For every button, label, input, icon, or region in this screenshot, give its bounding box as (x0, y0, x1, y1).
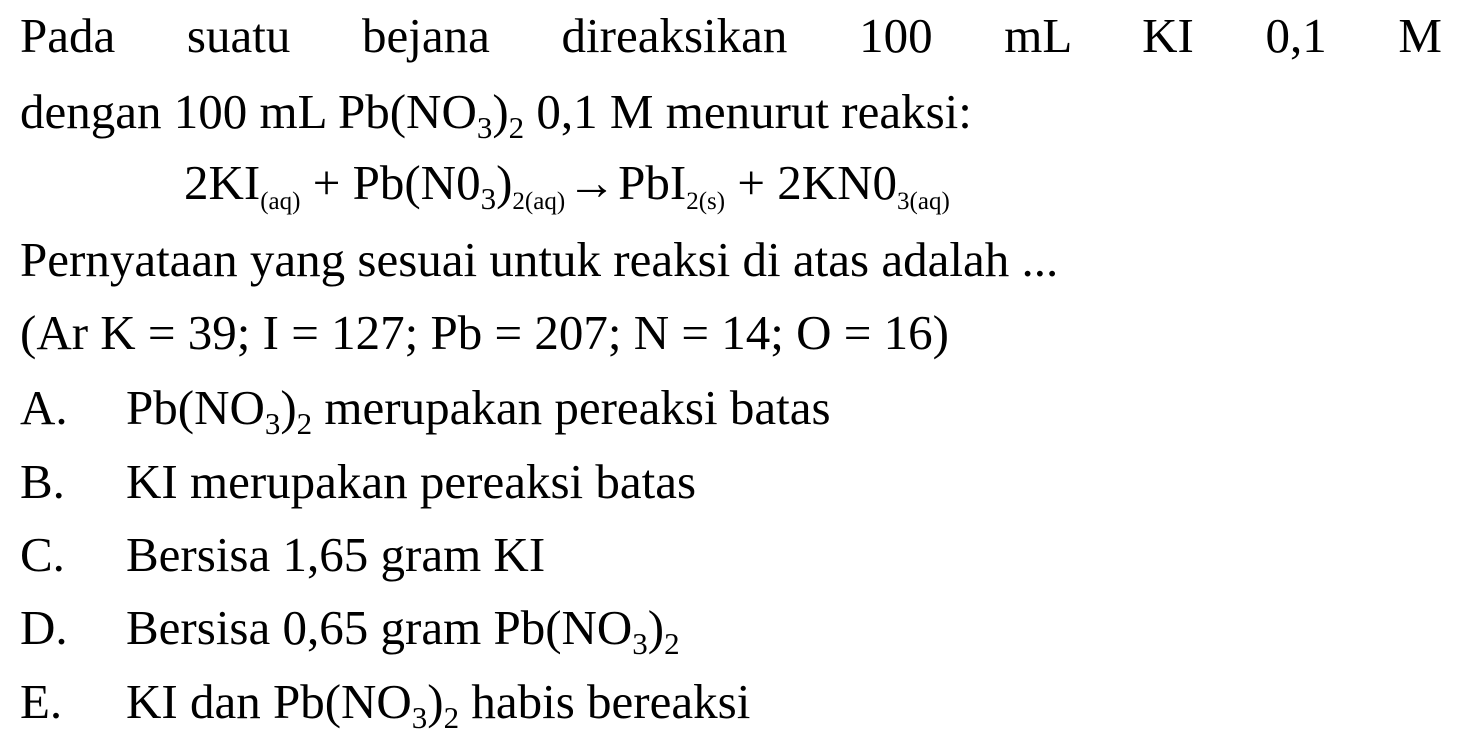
eq-plus-2: + (725, 155, 778, 210)
eq-term-1-state: (aq) (260, 188, 301, 215)
eq-term-1: 2KI (184, 155, 261, 210)
option-text: KI merupakan pereaksi batas (126, 454, 697, 509)
option-e[interactable] (20, 672, 751, 735)
atomic-mass-constants: (Ar K = 39; I = 127; Pb = 207; N = 14; O = 16) (20, 305, 949, 360)
eq-term-3: PbI (618, 155, 687, 210)
formula-base: Pb(NO (337, 84, 477, 139)
option-c[interactable] (20, 525, 545, 585)
eq-term-2-sub: 3 (480, 181, 497, 216)
option-b[interactable] (20, 452, 696, 512)
formula-sub2: 2 (508, 110, 525, 145)
lead-nitrate-formula: $Pb(NO_3)_2$ (493, 600, 680, 661)
option-letter: D. (20, 600, 68, 655)
intro-line-2-suffix: 0,1 M menurut reaksi: (524, 84, 972, 139)
formula-close: ) (492, 84, 509, 139)
option-letter: E. (20, 674, 63, 729)
intro-line-2-prefix: dengan 100 mL (20, 84, 338, 139)
option-a[interactable] (20, 378, 831, 441)
reaction-arrow-icon: → (567, 155, 617, 210)
intro-line-1: Pada suatu bejana direaksikan 100 mL KI 0,1 M (20, 8, 1442, 63)
option-text-suffix: habis bereaksi (459, 674, 751, 729)
option-letter: B. (20, 454, 65, 509)
option-text: Bersisa 0,65 gram (126, 600, 494, 655)
option-text: Bersisa 1,65 gram KI (126, 527, 546, 582)
eq-term-2-close: ) (496, 155, 513, 210)
intro-line-2 (20, 82, 972, 145)
eq-term-2: Pb(N0 (352, 155, 481, 210)
option-text: KI dan (126, 674, 273, 729)
formula-sub: 3 (476, 110, 493, 145)
eq-term-4: 2KN0 (777, 155, 898, 210)
eq-plus-1: + (300, 155, 353, 210)
option-letter: A. (20, 380, 68, 435)
option-letter: C. (20, 527, 65, 582)
eq-term-3-state: 2(s) (686, 188, 726, 215)
question-text: Pernyataan yang sesuai untuk reaksi di atas adalah ... (20, 232, 1059, 287)
option-text: merupakan pereaksi batas (312, 380, 831, 435)
option-d[interactable] (20, 598, 680, 661)
eq-term-2-state: 2(aq) (512, 188, 566, 215)
lead-nitrate-formula: $Pb(NO_3)_2$ (272, 674, 460, 735)
eq-term-4-state: 3(aq) (897, 188, 950, 215)
lead-nitrate-formula (337, 84, 525, 145)
reaction-equation (184, 153, 950, 216)
lead-nitrate-formula: $Pb(NO_3)_2$ (126, 380, 313, 441)
